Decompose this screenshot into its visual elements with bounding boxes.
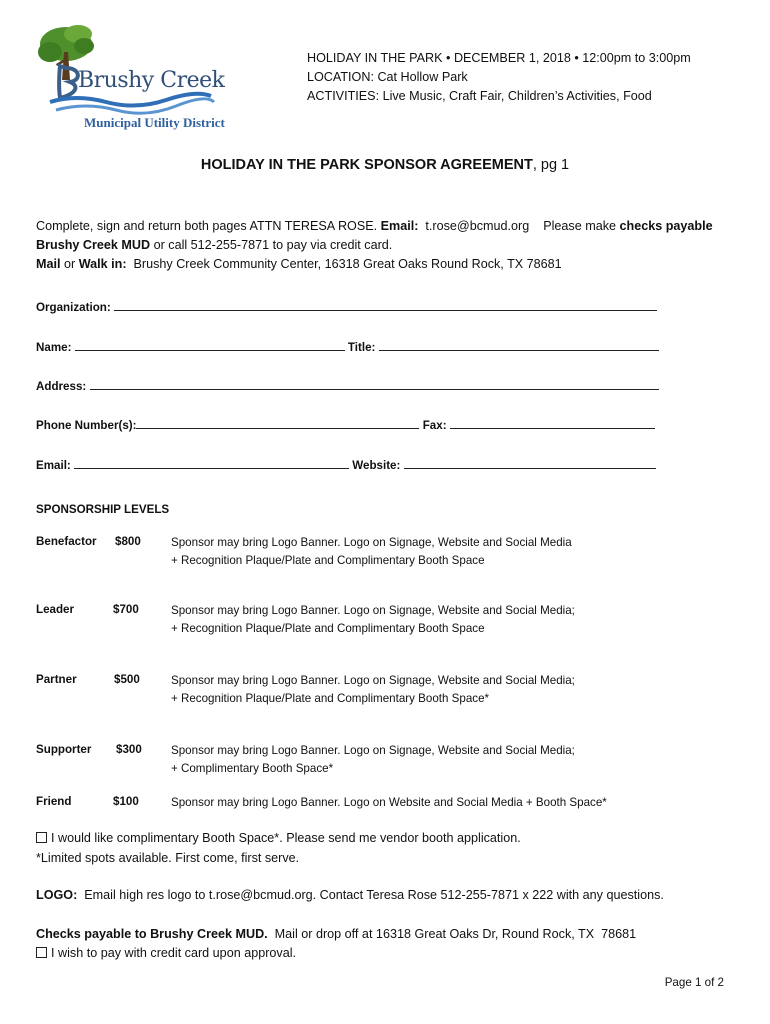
level-amount: $100 [113, 795, 139, 808]
checks-payable-label: checks payable [619, 219, 713, 233]
logo-label: LOGO: [36, 888, 78, 902]
credit-card-label: I wish to pay with credit card upon approval. [51, 946, 297, 960]
email-website-row [36, 457, 656, 472]
phone-label: Phone Number(s): [36, 419, 137, 432]
level-amount: $500 [114, 673, 140, 686]
checks-text: Mail or drop off at 16318 Great Oaks Dr, Round Rock, TX 78681 [267, 927, 637, 941]
intro-line-2 [36, 236, 392, 255]
address-row [36, 378, 659, 393]
name-field[interactable] [75, 339, 345, 351]
logo-note-text: Email high res logo to t.rose@bcmud.org. Contact Teresa Rose 512-255-7871 x 222 with any questions. [77, 888, 664, 902]
intro-or: or [60, 257, 79, 271]
level-name: Supporter [36, 743, 92, 756]
booth-space-option [36, 829, 521, 848]
level-amount: $800 [115, 535, 141, 548]
phone-field[interactable] [136, 417, 419, 429]
intro-email: t.rose@bcmud.org Please make [418, 219, 620, 233]
address-label: Address: [36, 380, 87, 393]
address-field[interactable] [90, 378, 659, 390]
payee-name: Brushy Creek MUD [36, 238, 151, 252]
intro-line-1 [36, 217, 713, 236]
level-desc-2: + Recognition Plaque/Plate and Complimentary Booth Space* [171, 692, 490, 705]
checks-label: Checks payable to Brushy Creek MUD. [36, 927, 268, 941]
checks-line [36, 925, 636, 944]
page-number: Page 1 of 2 [664, 976, 724, 989]
page-title [0, 157, 770, 173]
name-title-row [36, 339, 659, 354]
logo-subtitle: Municipal Utility District [84, 115, 225, 130]
level-desc-1: Sponsor may bring Logo Banner. Logo on Signage, Website and Social Media; [171, 744, 575, 757]
credit-card-checkbox[interactable] [36, 947, 47, 958]
intro-text: Complete, sign and return both pages ATTN TERESA ROSE. [36, 219, 381, 233]
intro-line-3 [36, 255, 562, 274]
event-header-line-1: HOLIDAY IN THE PARK • DECEMBER 1, 2018 • 12:00pm to 3:00pm [307, 51, 691, 65]
email-label: Email: [380, 219, 419, 233]
name-label: Name: [36, 341, 72, 354]
logo-note [36, 886, 664, 905]
level-desc-1: Sponsor may bring Logo Banner. Logo on Signage, Website and Social Media; [171, 604, 575, 617]
booth-space-checkbox[interactable] [36, 832, 47, 843]
brushy-creek-logo [36, 22, 236, 134]
level-name: Partner [36, 673, 77, 686]
level-name: Benefactor [36, 535, 97, 548]
email-field[interactable] [74, 457, 349, 469]
level-desc-1: Sponsor may bring Logo Banner. Logo on Website and Social Media + Booth Space* [171, 796, 607, 809]
title-field[interactable] [379, 339, 659, 351]
title-bold: HOLIDAY IN THE PARK SPONSOR AGREEMENT [200, 157, 533, 173]
level-name: Friend [36, 795, 72, 808]
email-field-label: Email: [36, 459, 71, 472]
phone-fax-row [36, 417, 655, 432]
level-desc-1: Sponsor may bring Logo Banner. Logo on Signage, Website and Social Media; [171, 674, 575, 687]
booth-space-label: I would like complimentary Booth Space*. Please send me vendor booth application. [51, 831, 521, 845]
level-desc-1: Sponsor may bring Logo Banner. Logo on Signage, Website and Social Media [171, 536, 572, 549]
event-activities: ACTIVITIES: Live Music, Craft Fair, Children’s Activities, Food [307, 89, 652, 103]
intro-credit-card: or call 512-255-7871 to pay via credit card. [150, 238, 393, 252]
organization-label: Organization: [36, 301, 111, 314]
walk-in-label: Walk in: [78, 257, 127, 271]
level-desc-2: + Recognition Plaque/Plate and Complimentary Booth Space [171, 622, 485, 635]
mail-label: Mail [36, 257, 61, 271]
event-location: LOCATION: Cat Hollow Park [307, 70, 468, 84]
website-label: Website: [352, 459, 401, 472]
fax-label: Fax: [422, 419, 447, 432]
credit-card-option [36, 944, 296, 963]
title-label: Title: [347, 341, 376, 354]
website-field[interactable] [404, 457, 656, 469]
title-page: , pg 1 [532, 157, 570, 173]
level-amount: $700 [113, 603, 139, 616]
booth-note: *Limited spots available. First come, first serve. [36, 851, 300, 865]
level-amount: $300 [116, 743, 142, 756]
fax-field[interactable] [450, 417, 655, 429]
organization-row [36, 299, 657, 314]
organization-field[interactable] [114, 299, 657, 311]
level-desc-2: + Complimentary Booth Space* [171, 762, 334, 775]
logo-brand-name: Brushy Creek [78, 68, 225, 93]
level-desc-2: + Recognition Plaque/Plate and Complimentary Booth Space [171, 554, 485, 567]
sponsorship-heading: SPONSORSHIP LEVELS [36, 503, 170, 516]
level-name: Leader [36, 603, 75, 616]
intro-address: Brushy Creek Community Center, 16318 Great Oaks Round Rock, TX 78681 [126, 257, 562, 271]
